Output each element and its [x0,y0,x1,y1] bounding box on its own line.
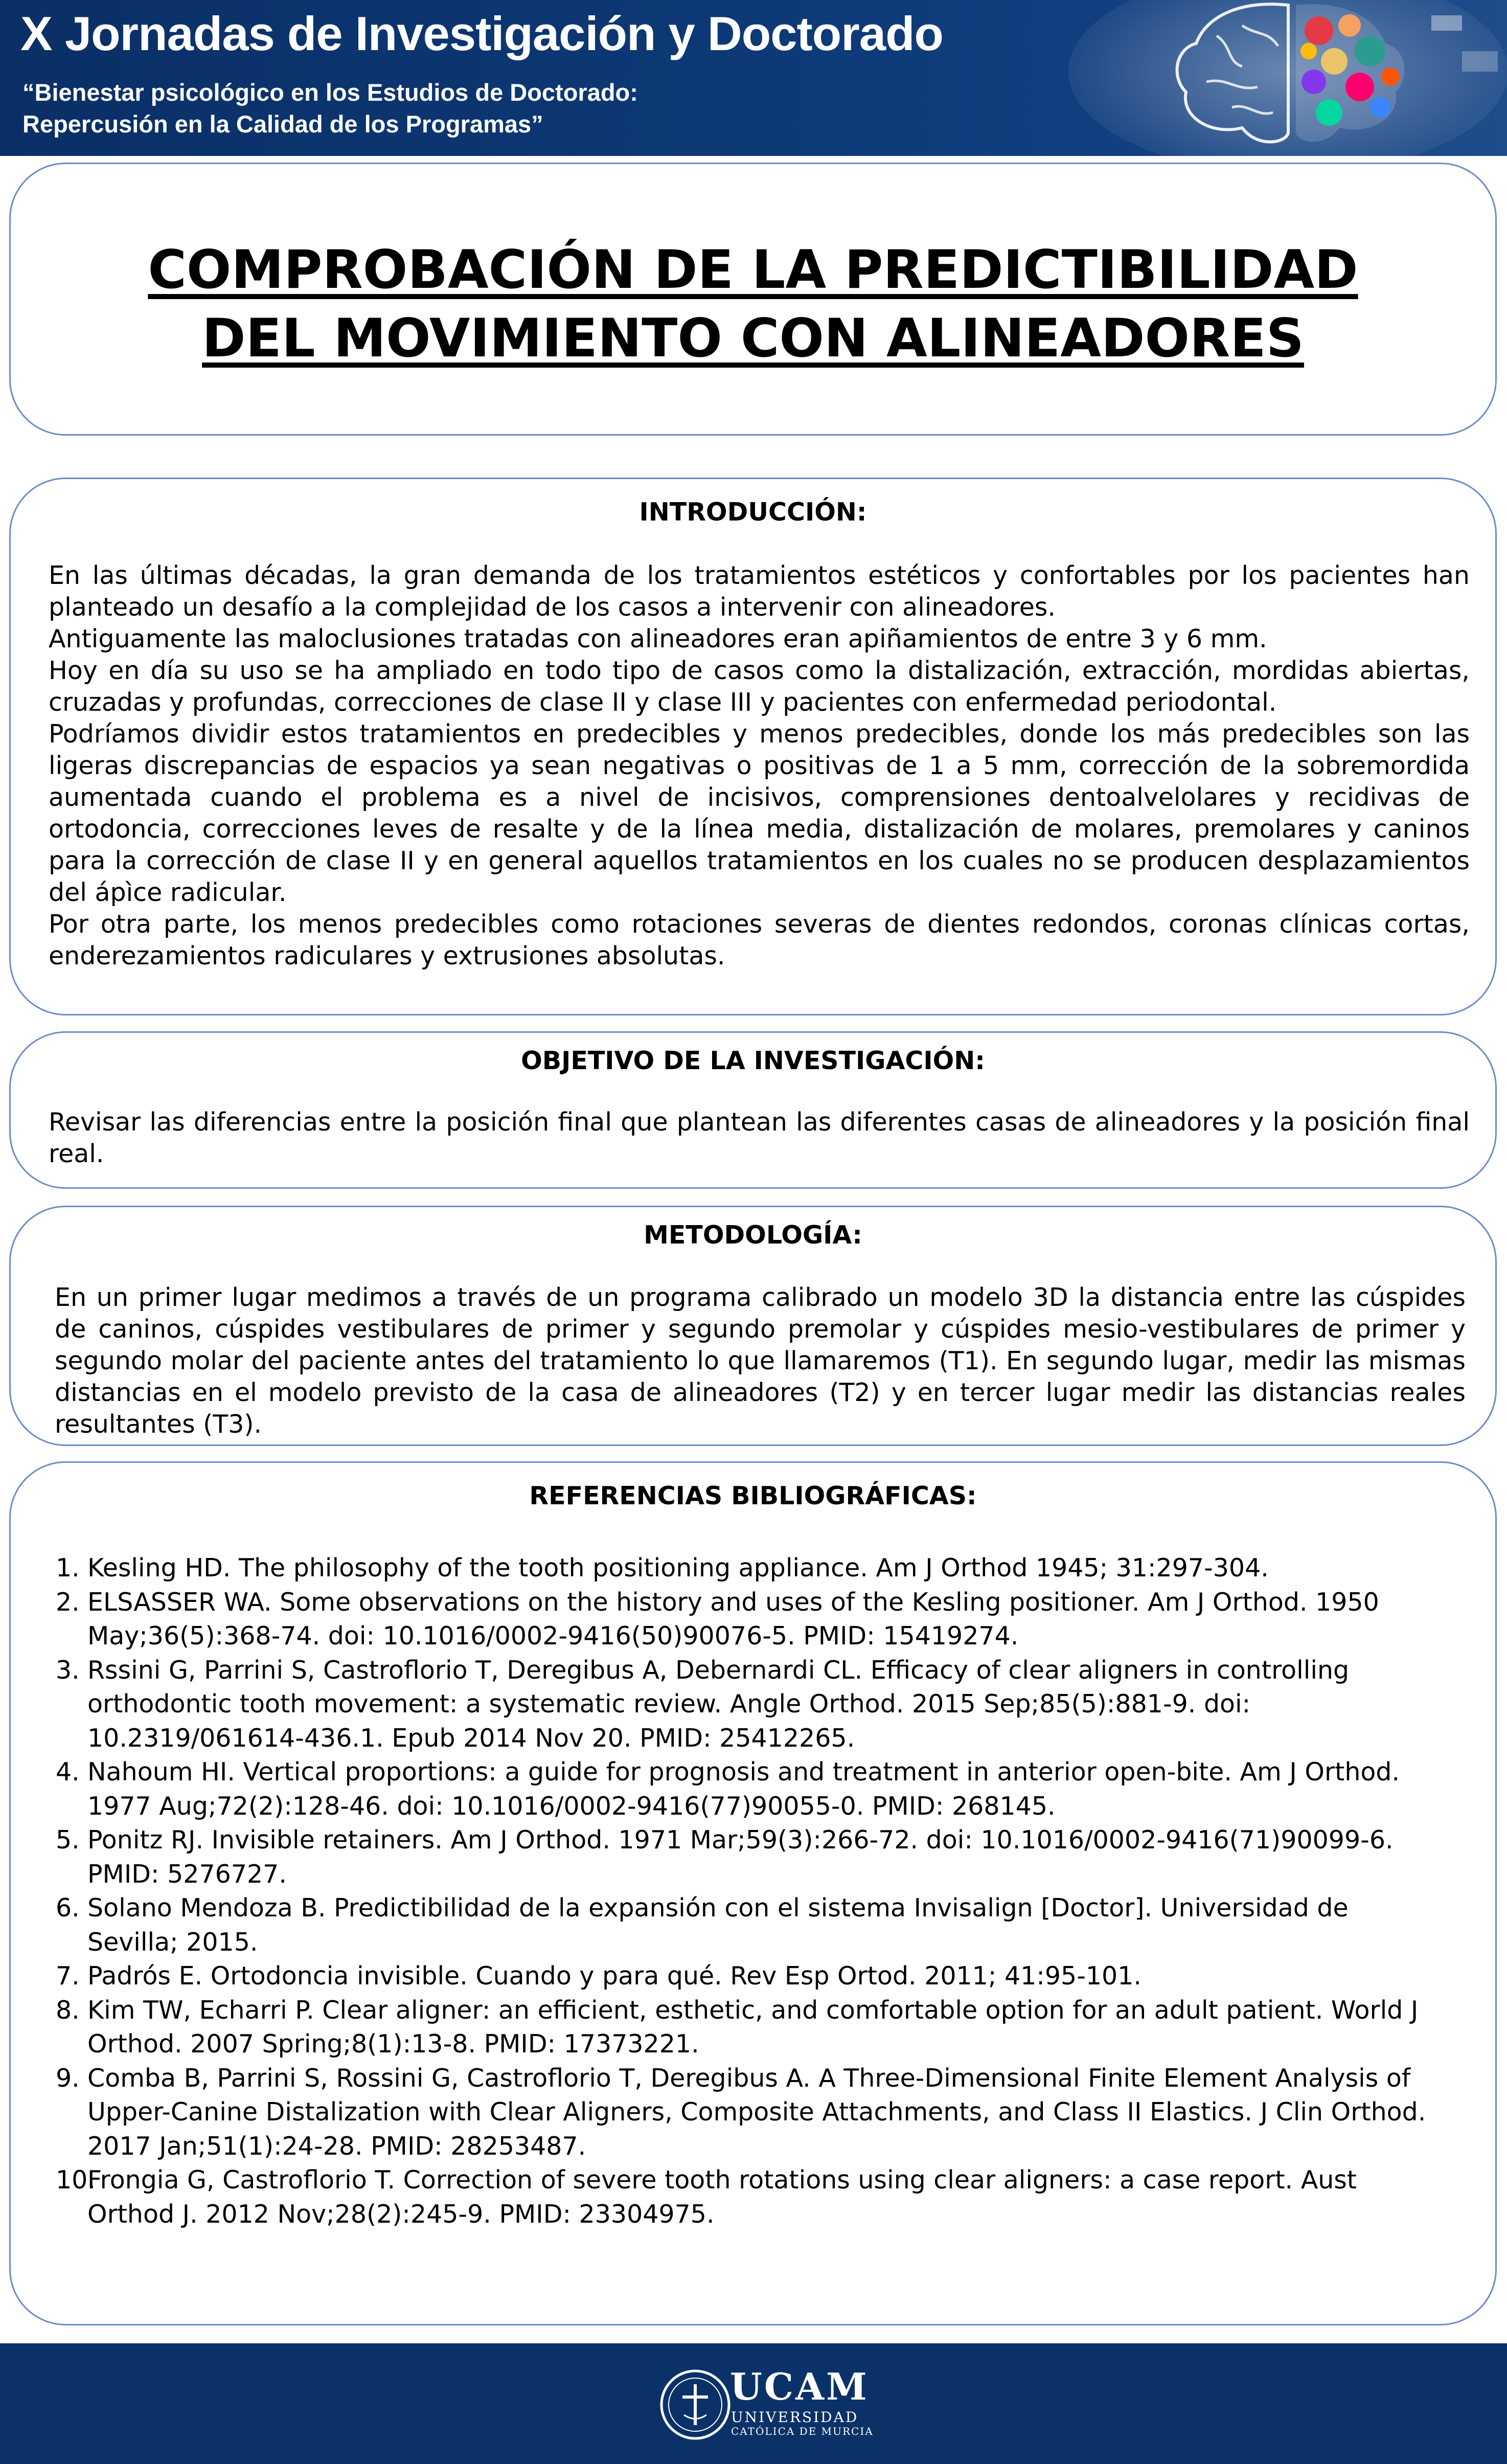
footer-bar [0,2343,1507,2464]
intro-body [49,560,1470,972]
reference-item [56,2163,1436,2231]
objective-heading: OBJETIVO DE LA INVESTIGACIÓN: [521,1046,985,1075]
intro-section [9,478,1497,1015]
intro-paragraph: Podríamos dividir estos tratamientos en predecibles y menos predecibles, donde los más predecibles son las ligeras discrepancias de espacios ya sean negativas o positivas de 1 a 5 mm, corrección de la sobremordida aumentada cuando el problema es a nivel de incisivos, comprensiones dentoalvelolares y recidivas de ortodoncia, correcciones leves de resalte y de la línea media, distalización de molares, premolares y caninos para la corrección de clase II y en general aquellos tratamientos en los cuales no se producen desplazamientos del ápìce radicular. [49,719,1470,907]
reference-item [56,1823,1436,1891]
poster-title-line-2: DEL MOVIMIENTO CON ALINEADORES [202,308,1304,369]
reference-text: Solano Mendoza B. Predictibilidad de la expansión con el sistema Invisalign [Doctor]. Universidad de Sevilla; 2015. [87,1893,1349,1957]
footer-catolica-text: CATÓLICA DE MURCIA [731,2425,874,2437]
references-heading: REFERENCIAS BIBLIOGRÁFICAS: [529,1481,977,1510]
intro-paragraph: Por otra parte, los menos predecibles como rotaciones severas de dientes redondos, coronas clínicas cortas, enderezamientos radiculares y extrusiones absolutas. [49,910,1470,970]
poster-title-line-1: COMPROBACIÓN DE LA PREDICTIBILIDAD [148,239,1358,301]
objective-text: Revisar las diferencias entre la posición final que plantean las diferentes casas de alineadores y la posición final real. [49,1107,1470,1168]
intro-paragraph: En las últimas décadas, la gran demanda de los tratamientos estéticos y confortables por los pacientes han planteado un desafío a la complejidad de los casos a intervenir con alineadores. [49,561,1470,622]
reference-text: Frongia G, Castroflorio T. Correction of severe tooth rotations using clear aligners: a case report. Aust Orthod J. 2012 Nov;28(2):245-9. PMID: 23304975. [87,2165,1357,2229]
references-list [56,1551,1436,2231]
reference-text: Rssini G, Parrini S, Castroflorio T, Deregibus A, Debernardi CL. Efficacy of clear aligners in controlling orthodontic tooth movement: a systematic review. Angle Orthod. 2015 Sep;85(5):881-9. doi: 10.2319/061614-436.1. Epub 2014 Nov 20. PMID: 25412265. [87,1655,1350,1753]
event-subtitle-line-2: Repercusión en la Calidad de los Programas” [22,110,543,138]
reference-number: 7. [56,1961,80,1991]
reference-number: 5. [56,1825,80,1855]
footer-university-text: UNIVERSIDAD [731,2409,859,2426]
methodology-section [9,1206,1497,1446]
reference-number: 1. [56,1553,80,1583]
intro-paragraph: Hoy en día su uso se ha ampliado en todo tipo de casos como la distalización, extracción, mordidas abiertas, cruzadas y profundas, correcciones de clase II y clase III y pacientes con enfermedad periodontal. [49,656,1470,717]
reference-item [56,1654,1436,1756]
reference-text: ELSASSER WA. Some observations on the history and uses of the Kesling positioner. Am J Orthod. 1950 May;36(5):368-74. doi: 10.1016/0002-9416(50)90076-5. PMID: 15419274. [87,1587,1379,1651]
reference-item [56,1755,1436,1823]
methodology-text: En un primer lugar medimos a través de un programa calibrado un modelo 3D la distancia entre las cúspides de caninos, cúspides vestibulares de primer y segundo premolar y cúspides mesio-vestibulares de primer y segundo molar del paciente antes del tratamiento lo que llamaremos (T1). En segundo lugar, medir las mismas distancias en el modelo previsto de la casa de alineadores (T2) y en tercer lugar medir las distancias reales resultantes (T3). [55,1283,1466,1439]
reference-text: Comba B, Parrini S, Rossini G, Castroflorio T, Deregibus A. A Three-Dimensional Finite Element Analysis of Upper-Canine Distalization with Clear Aligners, Composite Attachments, and Class II Elastics. J Clin Orthod. 2017 Jan;51(1):24-28. PMID: 28253487. [87,2063,1426,2161]
reference-number: 2. [56,1587,80,1617]
reference-number: 9. [56,2063,80,2093]
poster-title [11,236,1495,373]
references-section [9,1461,1497,2325]
reference-text: Nahoum HI. Vertical proportions: a guide for prognosis and treatment in anterior open-bite. Am J Orthod. 1977 Aug;72(2):128-46. doi: 10.1016/0002-9416(77)90055-0. PMID: 268145. [87,1757,1400,1821]
reference-number: 8. [56,1995,80,2025]
header-banner [0,0,1507,156]
reference-text: Ponitz RJ. Invisible retainers. Am J Orthod. 1971 Mar;59(3):266-72. doi: 10.1016/0002-9416(71)90099-6. PMID: 5276727. [87,1825,1394,1889]
objective-section [9,1031,1497,1189]
reference-item [56,1994,1436,2062]
event-subtitle-line-1: “Bienestar psicológico en los Estudios de Doctorado: [22,79,638,106]
reference-text: Padrós E. Ortodoncia invisible. Cuando y para qué. Rev Esp Ortod. 2011; 41:95-101. [87,1961,1141,1991]
reference-number: 6. [56,1893,80,1923]
reference-item [56,1959,1436,1994]
intro-paragraph: Antiguamente las maloclusiones tratadas con alineadores eran apiñamientos de entre 3 y 6 mm. [49,624,1267,653]
reference-text: Kesling HD. The philosophy of the tooth positioning appliance. Am J Orthod 1945; 31:297-304. [87,1553,1269,1583]
reference-number: 4. [56,1757,80,1787]
methodology-heading: METODOLOGÍA: [644,1220,862,1250]
reference-item [56,1551,1436,1586]
reference-item [56,2062,1436,2164]
intro-heading: INTRODUCCIÓN: [639,498,867,527]
reference-text: Kim TW, Echarri P. Clear aligner: an efficient, esthetic, and comfortable option for an adult patient. World J Orthod. 2007 Spring;8(1):13-8. PMID: 17373221. [87,1995,1419,2059]
event-title: X Jornadas de Investigación y Doctorado [20,7,943,60]
title-box [9,163,1497,436]
reference-number: 10. [56,2165,96,2195]
reference-item [56,1891,1436,1959]
brain-illustration-icon [1002,0,1507,156]
event-subtitle [22,77,738,140]
footer-ucam-logo: UCAM [730,2365,869,2408]
reference-item [56,1586,1436,1654]
reference-number: 3. [56,1655,80,1685]
